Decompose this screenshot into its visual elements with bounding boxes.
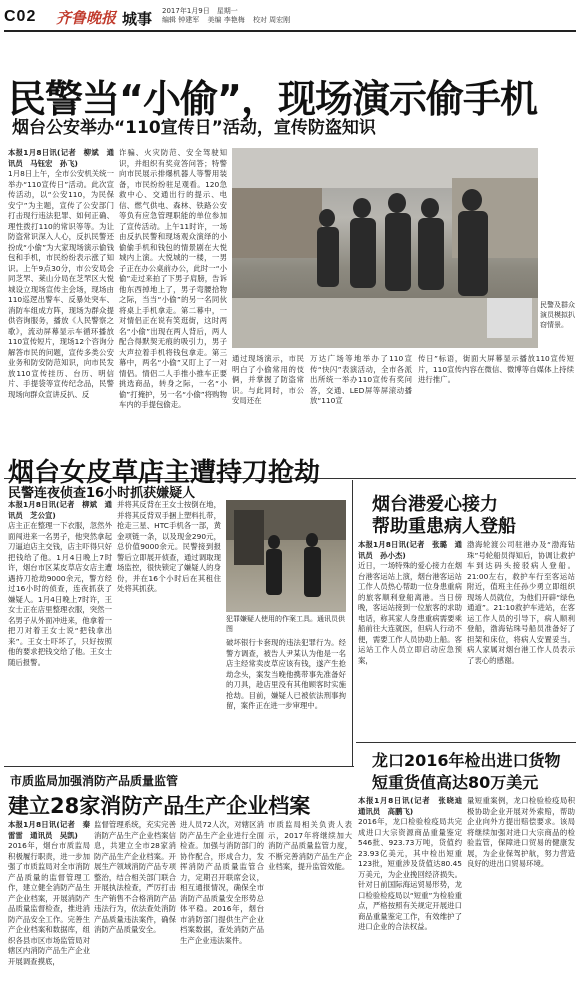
page-number: C02 (4, 8, 37, 25)
story2-subheadline: 民警连夜侦查16小时抓获嫌疑人 (8, 486, 196, 501)
story3-text-1: 近日，一场特殊的爱心接力在烟台港客运站上演，烟台港客运站工作人员热心帮助一位身患重病的旅客顺利登船离港。当日傍晚，客运站接到一位旅客的求助电话，称其家人身患重病需要乘船前往大连就医，但病人行动不便，需要工作人员协助上船。客运站工作人员立即启动应急预案， (358, 561, 462, 665)
story1-text-5: 传日”标语，街面大屏幕显示播放110宣传短片，110宣传内容在微信、微博等自媒体上持续进行推广。 (418, 354, 574, 384)
story5-text-2: 监督管理系统，充实完善消防产品生产企业档案信息，共建立全市28家消防产品生产企业档案。开展生产领域消防产品专项整治，结合相关部门联合开展执法检查，严厉打击生产销售不合格消防产品违法行为，依法查处消防产品质量违法案件，确保消防产品质量安全。 (94, 820, 176, 934)
story4-headline-line2: 短重货值高达80万美元 (372, 773, 539, 792)
story2-text-1: 店主正在整理一下衣服，忽然外面闯进来一名男子，他突然拿起刀逼迫店主交钱，店主吓得只好把钱给了他。1月4日晚上7时许，烟台市区某皮草店女店主遭遇持刀抢劫9000余元，警方经过16小时的侦查，连夜抓获了嫌疑人。1月4日晚上7时许，王女士正在店里整理衣服，突然一名男子从外面冲进来，他拿着一把刀对着王女士说“把钱拿出来”。王女士吓坏了，只好按照他的要求把钱交给了他。王女士随后报警。 (8, 521, 112, 667)
designer-credit: 美编 李艳梅 (207, 16, 245, 24)
story5-column-3 (180, 820, 264, 988)
story2-headline: 烟台女皮草店主遭持刀抢劫 (8, 458, 321, 488)
story5-kicker: 市质监局加强消防产品质量监管 (10, 774, 179, 788)
story1-text-2: 诈骗、火灾防范、安全驾驶知识，并组织有奖竞答问答；特警向市民展示排爆机器人等警用装备，市民纷纷驻足观看。120急救中心、交通出行的提示、电信、燃气供电、森林、铁路公安等负有应急管理职能的单位参加了宣传活动。上午11时许，一场由反扒民警和现场观众演绎的小偷偷手机和钱包的情景剧在大悦城内上演。大悦城的一楼，一男子正在办公桌前办公，此时一“小偷”走过来拍了下男子肩膀，告诉他东西掉地上了，男子弯腰拾物之际，当当“小偷”的另一名同伙将桌上手机拿走。第二幕中，一对情侣正在说有笑逛街，这时两名“小偷”出现在两人背后，两人配合得默契无痕的吸引力，男子大声拉着手机将钱包拿走。第三幕中，两名“小偷”又盯上了一对情侣。情侣二人手推小推车正要挑选商品，转身之际，一名“小偷”打掩护，另一名“小偷”将购物车内的手提包偷走。 (119, 148, 227, 409)
story2-text-2: 并将其反背在王女士按倒在地，并将其反背双手捆上塑料扎带，抢走三星、HTC手机各一部，黄金项链一条，以及现金290元，总价值9000余元。民警接到报警后立即展开侦查，通过调取现场监控，很快锁定了嫌疑人的身份，并在16个小时后在其租住处将其抓获。 (117, 500, 221, 593)
story2-photo-illustration (226, 500, 346, 612)
story1-column-1 (8, 148, 114, 472)
story2-byline: 本报1月8日讯(记者 柳斌 通讯员 芝公宣) (8, 500, 112, 520)
story3-column-1 (358, 540, 462, 740)
story4-headline: 龙口2016年检出进口货物 (372, 751, 561, 770)
story3-text-2: 渤海轮渡公司驻港办及“渤海钻珠”号轮船员得知后，协调让救护车到达码头接驳病人登船。21:00左右，救护车行至客运站附近，值班主任孙少勇立即组织现场人员就位，为他们开辟“绿色通道”。21:10救护车进站，在客运工作人员的引导下，病人顺利登船，渤海钻珠号船员准备好了担架和床位，将病人安置妥当。病人家属对烟台港工作人员表示了衷心的感谢。 (467, 540, 575, 665)
vertical-divider (352, 480, 353, 766)
story5-column-4 (268, 820, 352, 988)
story3-column-2 (467, 540, 575, 740)
story2-column-2 (117, 500, 221, 762)
editor-credit: 编辑 钟建军 (162, 16, 200, 24)
proofreader-credit: 校对 周宏刚 (252, 16, 291, 24)
story5-column-1 (8, 820, 90, 988)
story1-text-4: 万达广场等地举办了110宣传“快闪”表演活动，全市各派出所统一举办110宣传有奖问答，交通、LED屏等屏滚动播放“110宣 (310, 354, 412, 405)
story5-text-4: 市质监局相关负责人表示，2017年将继续加大消防产品质量监管力度，不断完善消防产品生产企业档案，提升监管效能。 (268, 820, 352, 871)
story3-headline-line2: 帮助重患病人登船 (372, 516, 516, 537)
lead-headline: 民警当“小偷”，现场演示偷手机 (8, 77, 537, 121)
lead-subheadline: 烟台公安举办“110宣传日”活动，宣传防盗知识 (12, 118, 376, 138)
story1-text-1: 1月8日上午，全市公安机关统一举办“110宣传日”活动。此次宣传活动，以“公安110，为民保安宁”为主题，宣传了公安部门打击现行违法犯罪、如何正确、理性拨打110的常识等等。为让防盗常识深入人心，反扒民警还扮成“小偷”为大家现场演示偷钱包和手机，市民纷纷表示涨了知识。上午9点30分，市公安局会同芝罘、莱山分局在芝罘区大悦城设立现场宣传主会场，现场由110巡逻出警车、反暴处突车、消防车组成方阵，现场为群众提供咨询服务，播放《人民警察之歌》，流动屏幕显示车循环播放110宣传短片，现场12个咨询分解答市民的问题，宣传多类公安业务和防安防范知识，向市民发放110宣传挂历、台历、明信片、手提袋等宣传纪念品，民警现场向群众宣讲反扒、反 (8, 169, 114, 399)
story3-byline: 本报1月8日讯(记者 张璐 通讯员 孙小杰) (358, 540, 462, 560)
divider-2 (356, 742, 576, 743)
story5-byline: 本报1月8日讯(记者 秦雷雷 通讯员 吴凯) (8, 820, 90, 840)
story1-text-3: 通过现场演示，市民明白了小偷常用的伎俩，并掌握了防盗常识。与此同时，市公安局还在 (232, 354, 304, 405)
story2-text-3: 破坏银行卡套现的违法犯罪行为。经警方调查，被告人尹某认为他是一名店主经常卖皮草应该有钱，遂产生抢劫念头，案发当晚他携带事先准备好的刀具，趁店里没有其他顾客时实施抢劫。目前，嫌疑人已被依法刑事拘留，案件正在进一步审理中。 (226, 638, 346, 710)
masthead-meta (162, 7, 296, 25)
divider-3 (4, 766, 354, 767)
story3-headline: 烟台港爱心接力 (372, 494, 498, 515)
story4-column-2 (467, 796, 575, 986)
lead-photo-illustration (232, 148, 538, 348)
lead-photo-caption: 民警及群众演员模拟扒窃情景。 (540, 301, 575, 329)
story1-byline: 本报1月8日讯(记者 柳斌 通讯员 马钰宏 孙飞) (8, 148, 114, 168)
story2-column-1 (8, 500, 112, 762)
story4-byline: 本报1月8日讯(记者 张晓迪 通讯员 高鹏飞) (358, 796, 462, 816)
story2-photo-caption: 犯罪嫌疑人使用的作案工具。通讯员供图 (226, 615, 345, 633)
issue-date: 2017年1月9日 星期一 (162, 7, 238, 15)
story5-headline: 建立28家消防产品生产企业档案 (8, 794, 311, 818)
masthead (4, 6, 576, 32)
story1-column-4 (310, 354, 412, 472)
story2-column-3 (226, 638, 346, 762)
lead-photo (232, 148, 538, 348)
story4-column-1 (358, 796, 462, 986)
newspaper-logo: 齐鲁晚报 (56, 9, 117, 27)
story5-column-2 (94, 820, 176, 988)
story1-column-2 (119, 148, 227, 472)
section-title: 城事 (122, 10, 153, 28)
story4-text-2: 量短重案例，龙口检验检疫局积极协助企业开展对外索赔，帮助企业向外方提出赔偿要求。该局将继续加强对进口大宗商品的检验监管，保障进口贸易的健康发展，为企业保驾护航，努力营造良好的进出口贸易环境。 (467, 796, 575, 868)
story5-text-3: 进人员72人次，对辖区消防产品生产企业进行全面检查。加强与消防部门的协作配合，形成合力，发挥消防产品质量监管合力，定期召开联席会议，相互通报情况，确保全市消防产品质量安全形势总体平稳。2016年，烟台市消防部门提供生产企业档案数据，查处消防产品生产企业违法案件。 (180, 820, 264, 945)
story4-text-1: 2016年，龙口检验检疫局共完成进口大宗资源商品重量鉴定546批、923.73万吨，货值约23.93亿美元，其中检出短重123批，短重涉及货值达80.45万美元，为企业挽回经济损失。针对日前国际海运贸易形势，龙口检验检疫局以“短重”为检验重点，严格按照有关规定开展进口商品重量鉴定工作，有效维护了进口企业的合法权益。 (358, 817, 462, 931)
story1-column-5 (418, 354, 574, 472)
story2-photo (226, 500, 346, 612)
story5-text-1: 2016年，烟台市质监局积极履行职责，进一步加强了市质监局对全市消防产品质量的监督管理工作，建立健全消防产品生产企业档案，开展消防产品质量监督检查，推进消防产品安全工作。完善生产企业档案和数据库，组织各县市区市场监管局对辖区内消防产品生产企业开展调查摸底， (8, 841, 90, 966)
